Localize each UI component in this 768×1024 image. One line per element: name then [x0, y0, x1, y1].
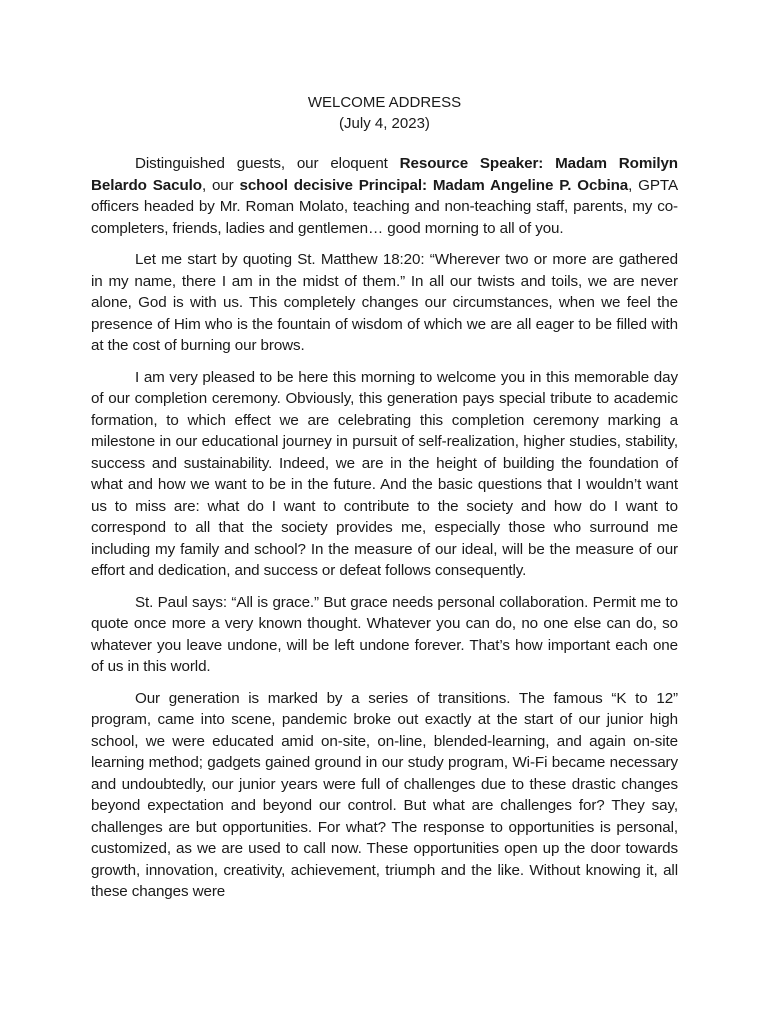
resource-speaker-name: Resource Speaker: Madam Romilyn Belardo Saculo	[91, 155, 678, 194]
greeting-text-2: , our	[201, 176, 240, 194]
document-title: WELCOME ADDRESS	[307, 94, 462, 111]
document-date: (July 4, 2023)	[339, 115, 430, 132]
paragraph-transitions: Our generation is marked by a series of transitions. The famous “K to 12” program, came into scene, pandemic broke out exactly at the start of our junior high school, we were educated amid on-site, on-line, blended-learning, and again on-site learning method; gadgets gained ground in our study program, Wi-Fi became necessary and undoubtedly, our junior years were full of challenges due to these drastic changes beyond expectation and beyond our control. But what are challenges for? They say, challenges are but opportunities. For what? The response to opportunities is personal, customized, as we are used to call now. These opportunities open up the door towards growth, innovation, creativity, achievement, triumph and the like. Without knowing it, all these changes were	[91, 689, 678, 900]
document-page	[91, 92, 678, 913]
paragraph-welcome: I am very pleased to be here this morning to welcome you in this memorable day of our completion ceremony. Obviously, this generation pays special tribute to academic formation, to which effect we are celebrating this completion ceremony marking a milestone in our educational journey in pursuit of self-realization, higher studies, stability, success and sustainability. Indeed, we are in the height of building the foundation of what and how we want to be in the future. And the basic questions that I wouldn’t want us to miss are: what do I want to contribute to the society and how do I want to correspond to all that the society provides me, especially those who surround me including my family and school? In the measure of our ideal, will be the measure of our effort and dedication, and success or defeat follows consequently.	[91, 368, 678, 579]
greeting-text-3: , GPTA officers headed by Mr. Roman Molato, teaching and non-teaching staff, parents, my co-completers, friends, ladies and gentlemen… good morning to all of you.	[91, 176, 678, 237]
paragraph-greeting	[91, 153, 678, 239]
paragraph-quote-matthew: Let me start by quoting St. Matthew 18:20: “Wherever two or more are gathered in my name, there I am in the midst of them.” In all our twists and toils, we are never alone, God is with us. This completely changes our circumstances, when we feel the presence of Him who is the fountain of wisdom of which we are all eager to be filled with at the cost of burning our brows.	[91, 251, 678, 354]
principal-name: school decisive Principal: Madam Angeline P. Ocbina	[239, 176, 629, 194]
greeting-text-1: Distinguished guests, our eloquent	[135, 155, 400, 172]
paragraph-st-paul: St. Paul says: “All is grace.” But grace needs personal collaboration. Permit me to quote once more a very known thought. Whatever you can do, no one else can do, so whatever you leave undone, will be left undone forever. That’s how important each one of us in this world.	[91, 593, 678, 675]
